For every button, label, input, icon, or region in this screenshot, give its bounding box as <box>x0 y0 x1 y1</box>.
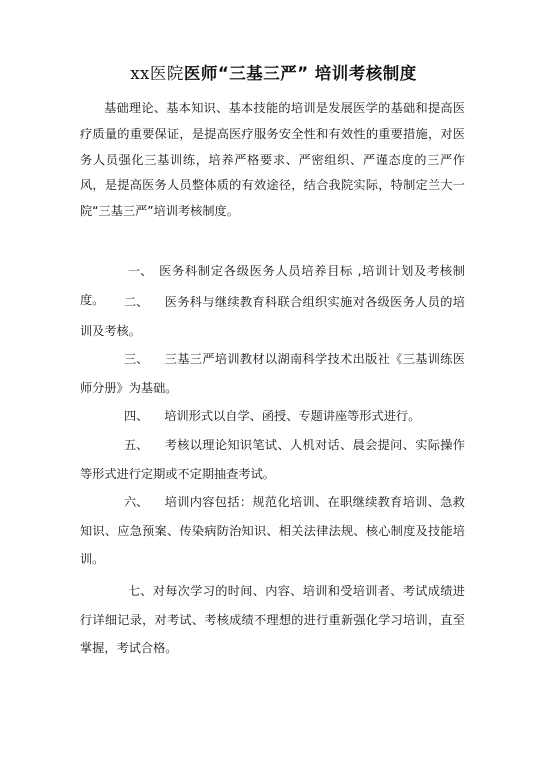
item-text: 考核以理论知识笔试、人机对话、晨会提问、实际操作等形式进行定期或不定期抽查考试。 <box>80 438 465 481</box>
item-number: 七、 <box>128 584 153 598</box>
list-item-6 <box>80 488 465 574</box>
item-text: 医务科与继续教育科联合组织实施对各级医务人员的培训及考核。 <box>80 295 465 338</box>
list-item-3 <box>80 345 465 402</box>
item-number: 四、 <box>124 409 149 423</box>
list-item-4 <box>80 402 465 431</box>
item-text: 医务科制定各级医务人员培养目标 ,培训计划及考核制度。 <box>80 264 465 307</box>
document-title <box>0 60 547 84</box>
title-prefix: xx医院 <box>130 64 184 83</box>
list-item-7 <box>80 577 465 663</box>
intro-paragraph: 基础理论、基本知识、基本技能的培训是发展医学的基础和提高医疗质量的重要保证，是提高医疗服务安全性和有效性的重要措施，对医务人员强化三基训练，培养严格要求、严密组织、严谨态度的三严作风，是提高医务人员整体质的有效途径，结合我院实际，特制定兰大一院“三基三严”培训考核制度。 <box>80 101 465 219</box>
item-text: 培训形式以自学、函授、专题讲座等形式进行。 <box>164 409 421 423</box>
item-text: 三基三严培训教材以湖南科学技术出版社《三基训练医师分册》为基础。 <box>80 352 465 395</box>
item-number: 二、 <box>124 295 149 309</box>
item-text: 对每次学习的时间、内容、培训和受培训者、考试成绩进行详细记录，对考试、考核成绩不理想的进行重新强化学习培训，直至掌握，考试合格。 <box>80 584 465 655</box>
item-text: 培训内容包括：规范化培训、在职继续教育培训、急救知识、应急预案、传染病防治知识、相关法律法规、核心制度及技能培训。 <box>80 495 465 566</box>
list-item-2 <box>80 288 465 345</box>
item-number: 三、 <box>124 352 149 366</box>
item-number: 五、 <box>124 438 149 452</box>
list-item-5 <box>80 431 465 488</box>
title-main: 医师“三基三严” 培训考核制度 <box>183 64 417 83</box>
item-number: 一、 <box>128 264 153 278</box>
item-number: 六、 <box>124 495 149 509</box>
